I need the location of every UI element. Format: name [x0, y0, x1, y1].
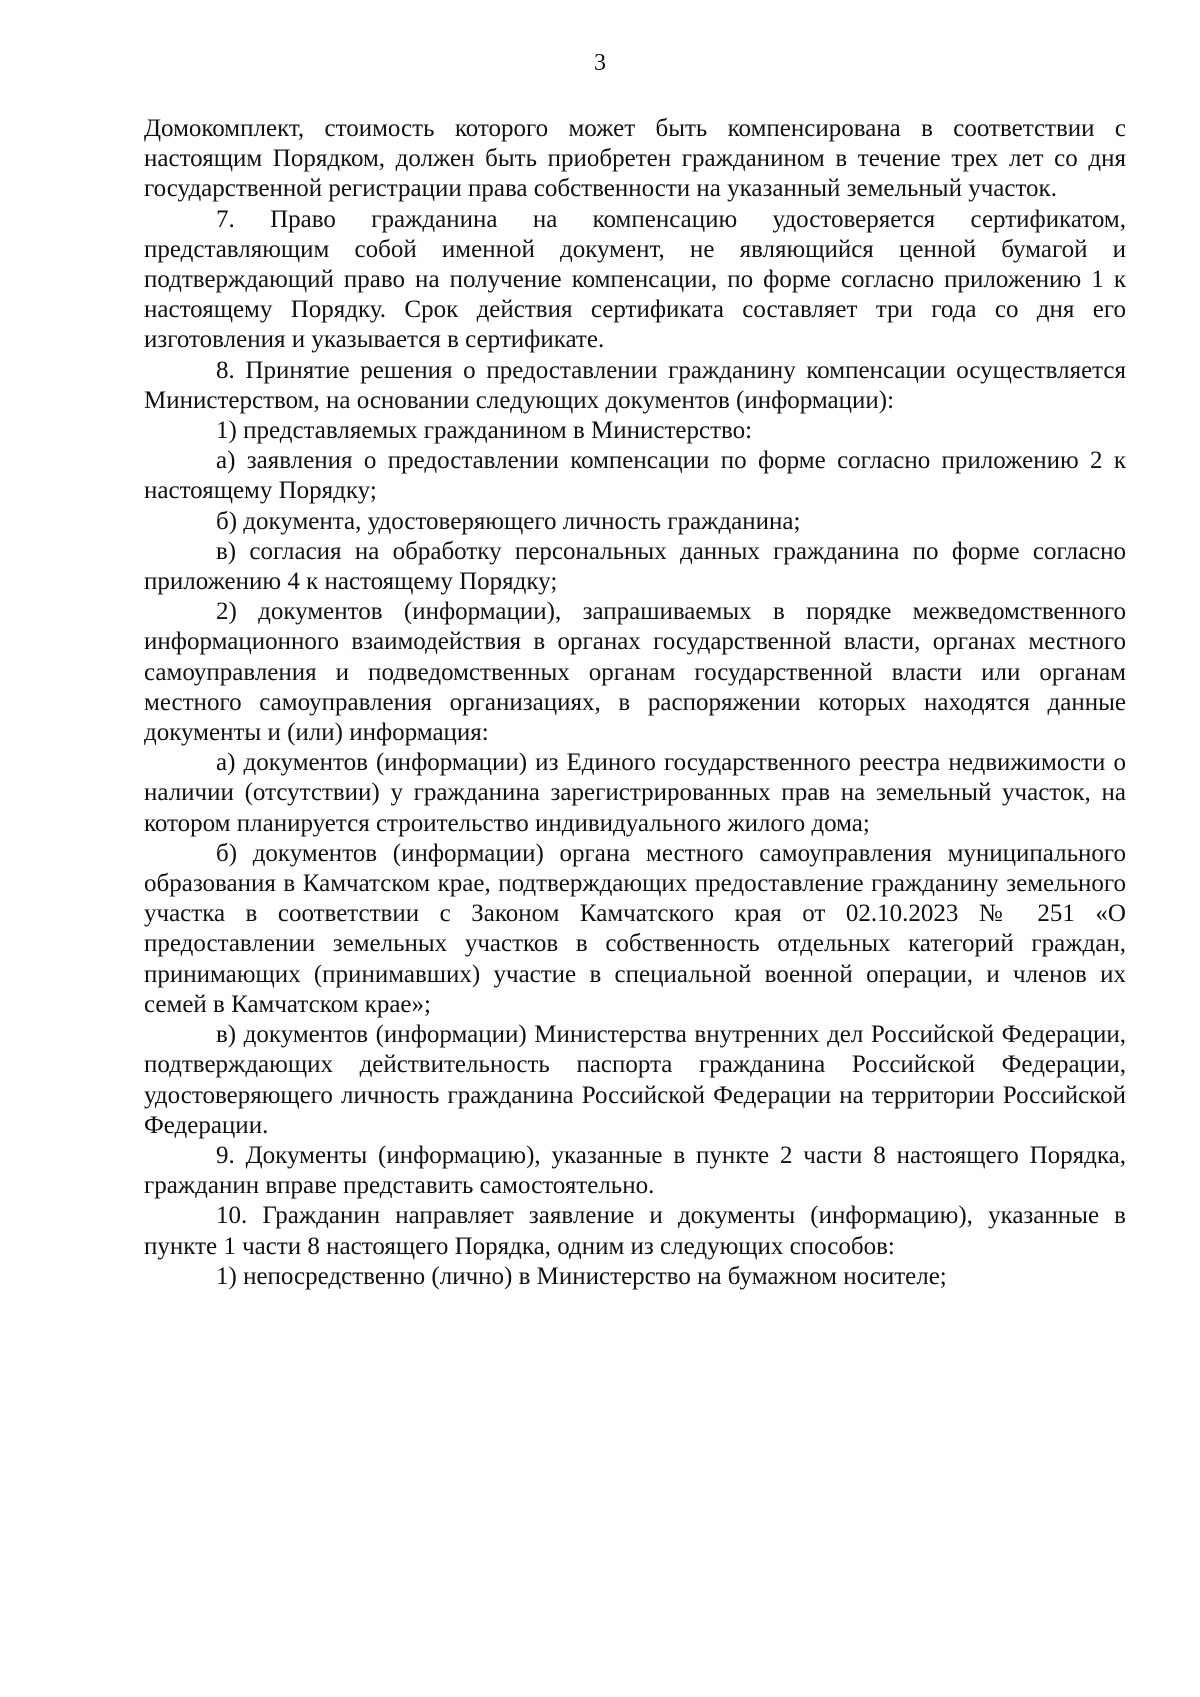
paragraph-item-8-2-b: б) документов (информации) органа местного самоуправления муниципального образования в Камчатском крае, подтверждающих предоставление гражданину земельного участка в соответствии с Законом Камчатского края от 02.10.2023 № 251 «О предоставлении земельных участков в собственность отдельных категорий граждан, принимающих (принимавших) участие в специальной военной операции, и членов их семей в Камчатском крае»;	[144, 839, 1126, 1018]
paragraph-item-8-1: 1) представляемых гражданином в Министерство:	[216, 417, 753, 445]
paragraph-item-8-1-a: а) заявления о предоставлении компенсации по форме согласно приложению 2 к настоящему Порядку;	[144, 447, 1126, 505]
paragraph-intro-continuation: Домокомплект, стоимость которого может быть компенсирована в соответствии с настоящим Порядком, должен быть приобретен гражданином в течение трех лет со дня государственной регистрации права собственности на указанный земельный участок.	[144, 115, 1126, 203]
paragraph-item-8-1-v: в) согласия на обработку персональных данных гражданина по форме согласно приложению 4 к настоящему Порядку;	[144, 537, 1126, 596]
paragraph-item-8-2-v: в) документов (информации) Министерства внутренних дел Российской Федерации, подтверждающих действительность паспорта гражданина Российской Федерации, удостоверяющего личность гражданина Российской Федерации на территории Российской Федерации.	[144, 1021, 1126, 1139]
paragraph-item-10: 10. Гражданин направляет заявление и документы (информацию), указанные в пункте 1 части 8 настоящего Порядка, одним из следующих способов:	[144, 1202, 1126, 1260]
paragraph-item-9: 9. Документы (информацию), указанные в пункте 2 части 8 настоящего Порядка, гражданин вправе представить самостоятельно.	[144, 1141, 1126, 1200]
page-number: 3	[594, 50, 606, 76]
paragraph-item-7: 7. Право гражданина на компенсацию удостоверяется сертификатом, представляющим собой именной документ, не являющийся ценной бумагой и подтверждающий право на получение компенсации, по форме согласно приложению 1 к настоящему Порядку. Срок действия сертификата составляет три года со дня его изготовления и указывается в сертификате.	[144, 205, 1126, 354]
document-body	[144, 114, 1126, 1292]
paragraph-item-8: 8. Принятие решения о предоставлении гражданину компенсации осуществляется Министерством, на основании следующих документов (информации):	[144, 356, 1126, 414]
paragraph-item-8-1-b: б) документа, удостоверяющего личность гражданина;	[216, 507, 801, 535]
paragraph-item-8-2-a: а) документов (информации) из Единого государственного реестра недвижимости о наличии (отсутствии) у гражданина зарегистрированных прав на земельный участок, на котором планируется строительство индивидуального жилого дома;	[144, 749, 1126, 837]
paragraph-item-10-1: 1) непосредственно (лично) в Министерство на бумажном носителе;	[216, 1262, 947, 1290]
paragraph-item-8-2: 2) документов (информации), запрашиваемых в порядке межведомственного информационного взаимодействия в органах государственной власти, органах местного самоуправления и подведомственных органам государственной власти или органам местного самоуправления организациях, в распоряжении которых находятся данные документы и (или) информация:	[144, 598, 1126, 747]
